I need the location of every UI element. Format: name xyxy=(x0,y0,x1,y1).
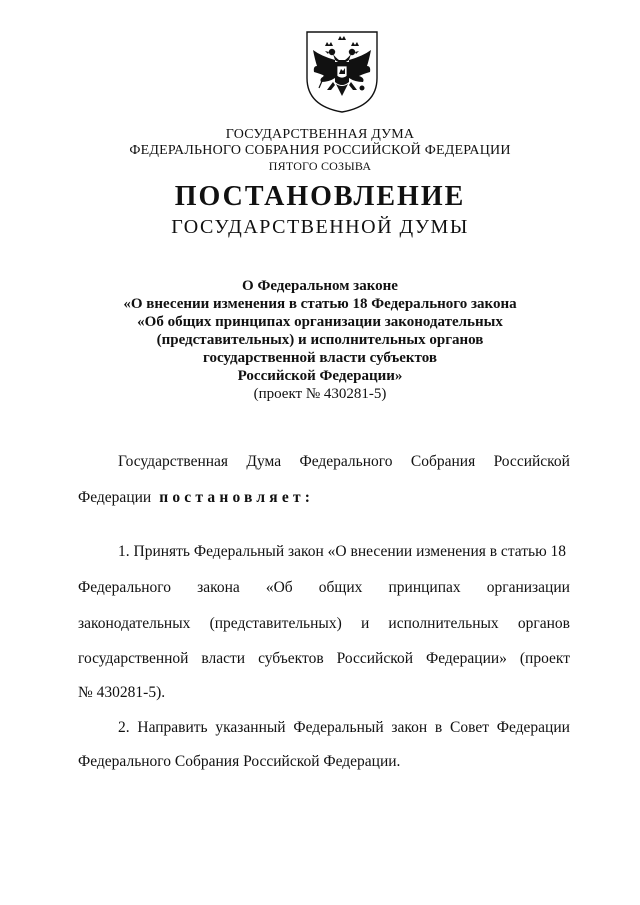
subject-line: государственной власти субъектов xyxy=(203,350,437,366)
word: указанный xyxy=(215,719,286,736)
document-title: ПОСТАНОВЛЕНИЕ xyxy=(174,181,466,212)
word: принципах xyxy=(388,579,461,596)
word: организации xyxy=(486,579,570,596)
word: власти xyxy=(201,650,246,667)
word: Направить xyxy=(137,719,208,736)
word: органов xyxy=(517,615,570,632)
word: (проект xyxy=(519,650,570,667)
word: Собрания xyxy=(410,453,476,470)
word: Российской xyxy=(493,453,570,470)
document-subtitle: ГОСУДАРСТВЕННОЙ ДУМЫ xyxy=(171,216,469,238)
word: и xyxy=(360,615,370,632)
word: закона xyxy=(197,579,240,596)
word: Дума xyxy=(246,453,282,470)
intro-federation-word: Федерации xyxy=(78,489,152,506)
word: (представительных) xyxy=(209,615,342,632)
header-federal-assembly: ФЕДЕРАЛЬНОГО СОБРАНИЯ РОССИЙСКОЙ ФЕДЕРАЦИИ xyxy=(129,143,511,158)
word: Совет xyxy=(450,719,489,736)
word: закон xyxy=(391,719,428,736)
subject-line: «О внесении изменения в статью 18 Федерального закона xyxy=(123,296,517,312)
word: Государственная xyxy=(118,453,229,470)
word: Федерального xyxy=(299,453,393,470)
item1-line-3 xyxy=(78,615,570,633)
double-headed-eagle-emblem-icon xyxy=(305,30,379,114)
word: исполнительных xyxy=(388,615,499,632)
header-convocation: ПЯТОГО СОЗЫВА xyxy=(268,159,372,173)
word: государственной xyxy=(78,650,189,667)
subject-line: Российской Федерации» xyxy=(237,368,403,384)
subject-line: (представительных) и исполнительных органов xyxy=(156,332,484,348)
word: Федерации» xyxy=(425,650,507,667)
header-state-duma: ГОСУДАРСТВЕННАЯ ДУМА xyxy=(225,127,415,142)
subject-line: О Федеральном законе xyxy=(242,278,398,294)
item2-line-1 xyxy=(118,719,570,737)
word: законодательных xyxy=(78,615,191,632)
word: Федерального xyxy=(78,579,172,596)
item1-line-2 xyxy=(78,579,570,597)
word: Федеральный xyxy=(293,719,384,736)
intro-line-2 xyxy=(78,489,570,507)
intro-line-1 xyxy=(118,453,570,471)
word: 2. xyxy=(118,719,130,736)
resolves-word: постановляет: xyxy=(159,489,315,506)
subject-line: «Об общих принципах организации законодательных xyxy=(137,314,503,330)
word: общих xyxy=(318,579,363,596)
item2-line-2: Федерального Собрания Российской Федерации. xyxy=(78,753,401,770)
item1-line-5: № 430281-5). xyxy=(78,684,166,701)
word: субъектов xyxy=(258,650,324,667)
word: Федерации xyxy=(496,719,570,736)
word: «Об xyxy=(265,579,293,596)
draft-number: (проект № 430281-5) xyxy=(253,386,387,402)
item1-line-4 xyxy=(78,650,570,668)
word: Российской xyxy=(336,650,413,667)
word: в xyxy=(434,719,443,736)
item1-line-1: 1. Принять Федеральный закон «О внесении изменения в статью 18 xyxy=(118,543,567,560)
